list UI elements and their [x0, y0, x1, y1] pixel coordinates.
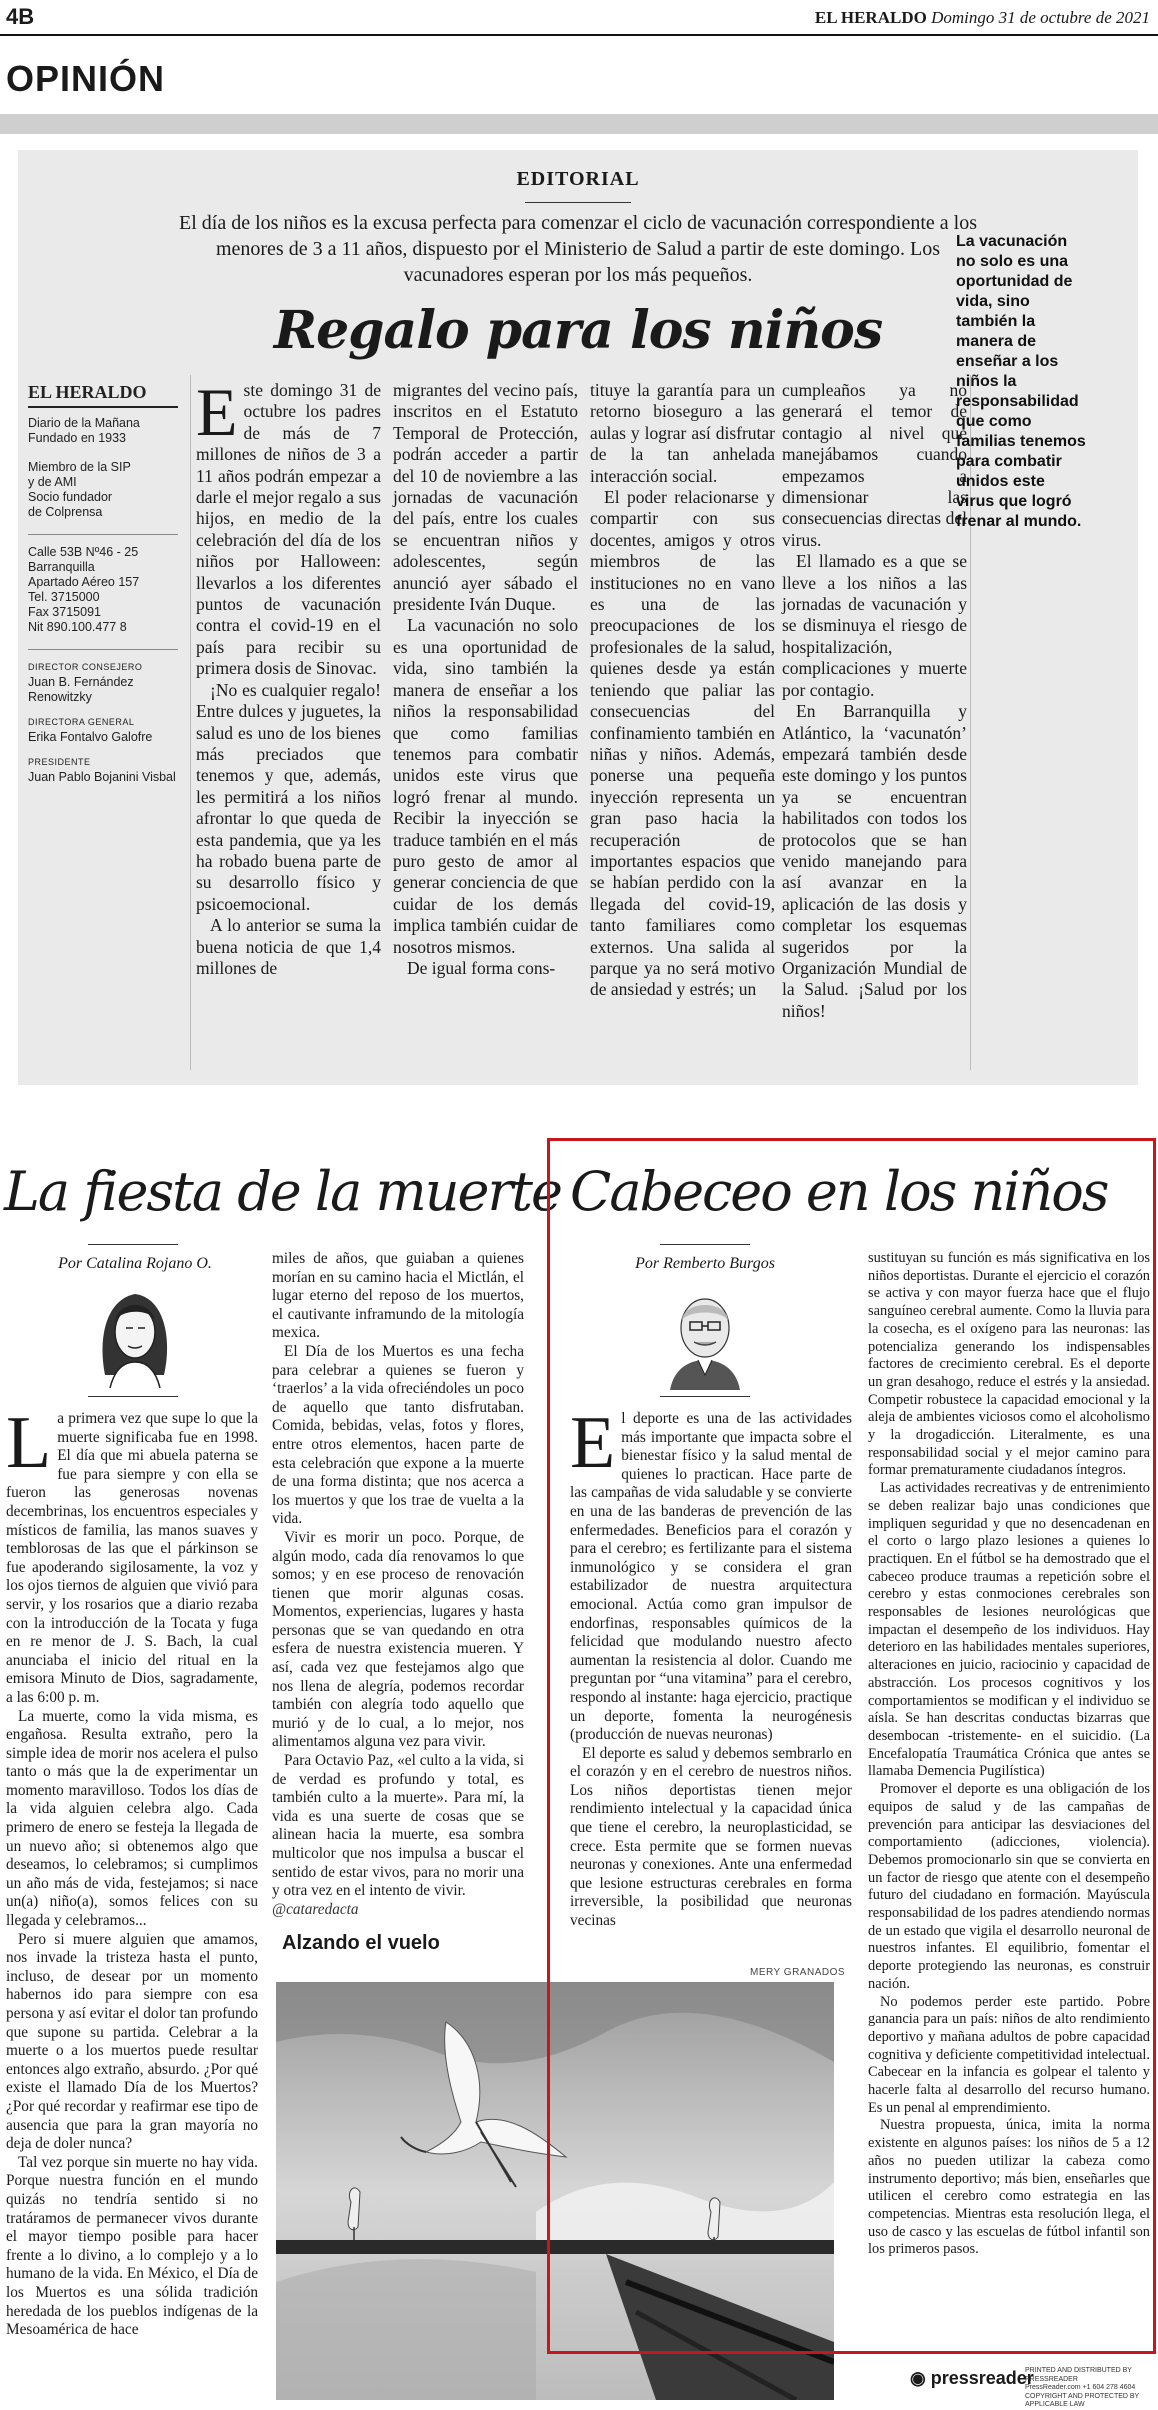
- paragraph: Nuestra propuesta, única, imita la norma existente en algunos países: los niños de 5 a 12 años no pueden utilizar la cabeza como instrumento deportivo; más bien, enseñarles que utilicen el cerebro como estrategia en las competencias. Mientras esta resolución llega, el uso de casco y las escuelas de fútbol infantil son los primeros pasos.: [868, 2117, 1150, 2258]
- publication-date: Domingo 31 de octubre de 2021: [931, 8, 1150, 27]
- masthead-divider: [28, 534, 178, 535]
- pressreader-icon: ◉: [910, 2368, 931, 2388]
- pressreader-line: PressReader.com +1 604 278 4604: [1025, 2384, 1136, 2391]
- paragraph: De igual forma cons-: [407, 957, 556, 978]
- paragraph: En Barranquilla y Atlántico, la ‘vacunatón’ empezará también desde este domingo y los puntos ya se encuentran habilitados con todos los protocolos que se han venido manejando para así avanzar en la aplicación de las dosis y completar los esquemas sugeridos por la Organización Mundial de la Salud. ¡Salud por los niños!: [782, 701, 967, 1021]
- pressreader-wordmark: pressreader: [930, 2368, 1034, 2388]
- editorial-deck: El día de los niños es la excusa perfecta para comenzar el ciclo de vacunación correspondiente a los menores de 3 a 11 años, dispuesto por el Ministerio de Salud a partir de este domingo. Los vacunadores esperan por los más pequeños.: [179, 212, 977, 286]
- masthead-divider: [28, 649, 178, 650]
- column-left-col-2: [272, 1250, 524, 1919]
- paragraph: tituye la garantía para un retorno bioseguro a las aulas y lograr así disfrutar de la tan anhelada interacción social.: [590, 380, 775, 486]
- pressreader-notice: [1025, 2367, 1155, 2410]
- section-bar: [0, 114, 1158, 134]
- drop-cap: L: [6, 1402, 52, 1484]
- byline-rule: [88, 1396, 178, 1397]
- masthead-address: Calle 53B Nº46 - 25 Barranquilla Apartado Aéreo 157 Tel. 3715000 Fax 3715091 Nit 890.100.477 8: [28, 545, 140, 634]
- column-right-title: Cabeceo en los niños: [570, 1160, 1108, 1223]
- photo-title: Alzando el vuelo: [282, 1932, 440, 1954]
- column-left-byline: Por Catalina Rojano O.: [58, 1255, 212, 1272]
- editorial-kicker: EDITORIAL: [516, 168, 640, 190]
- paragraph: El deporte es salud y debemos sembrarlo en el corazón y en el cerebro de nuestros niños. Los niños deportistas tienen mejor rendimiento intelectual y la capacidad única que tiene el cerebro, la neuroplasticidad, se crece. Esta permite que se formen nuevas neuronas y conexiones. Ante una enfermedad que lesione estructuras cerebrales en forma irreversible, la posibilidad que neuronas vecinas: [570, 1744, 852, 1930]
- masthead: [28, 382, 178, 785]
- paragraph: Tal vez porque sin muerte no hay vida. Porque nuestra función en el mundo quizás no tendría sentido si no tratáramos de permanecer vivos durante el mayor tiempo posible para hacer frente a lo divino, a lo complejo y a lo humano de la vida. En México, el Día de los Muertos es una sólida tradición heredada de los pueblos indígenas de la Mesoamérica de hace: [6, 2153, 258, 2339]
- paragraph: ¡No es cualquier regalo! Entre dulces y juguetes, la salud es uno de los bienes más preciados que tenemos y que, además, les permitirá a los niños afrontar lo que queda de esta pandemia, que ya les ha robado buena parte de su desarrollo físico y psicoemocional.: [196, 679, 381, 914]
- paragraph: Las actividades recreativas y de entrenimiento se deben realizar bajo unas condiciones que impliquen seguridad y que no desencadenan en el corto o largo plazo lesiones a quienes lo practiquen. En el fútbol se ha demostrado que el cabeceo produce traumas a repetición sobre el cerebro y estas conmociones cerebrales son responsables de lesiones neurológicas que impactan el desempeño de los individuos. Hay deterioro en las habilidades mentales superiores, alteraciones en juicio, raciocinio y capacidad de abstracción. Los procesos cognitivos y los comportamientos se modifican y el individuo se aísla. Se han descritas conductas bizarras que desembocan -tristemente- en el suicidio. (La Encefalopatía Traumática Crónica que antes se llamaba Demencia Pugilística): [868, 1480, 1150, 1780]
- masthead-founded: Diario de la Mañana Fundado en 1933: [28, 416, 140, 445]
- author-portrait-illustration: [650, 1280, 760, 1390]
- masthead-person: Juan Pablo Bojanini Visbal: [28, 770, 176, 784]
- kicker-rule: [525, 202, 631, 203]
- byline-rule: [660, 1396, 750, 1397]
- photo-credit: MERY GRANADOS: [750, 1967, 846, 1978]
- editorial-column-4: [782, 380, 967, 1022]
- header-rule: [0, 34, 1158, 36]
- pressreader-line: PRINTED AND DISTRIBUTED BY PRESSREADER: [1025, 2367, 1132, 2383]
- column-left-col-1: [6, 1402, 258, 2340]
- paragraph: cumpleaños ya no generará el temor de contagio al nivel que manejábamos cuando empezamos a dimensionar las consecuencias directas del virus.: [782, 380, 967, 550]
- paragraph: La muerte, como la vida misma, es engañosa. Resulta extraño, pero la simple idea de morir nos acelera el pulso tanto o más que la de experimentar un momento maravilloso. Todos los días de la vida alguien celebra algo. Cada primero de enero se festeja la llegada de un nuevo año; si obtenemos algo que deseamos, lo celebramos; si cumplimos un año más de vida, festejamos; si nace un(a) niño(a), somos felices con su llegada y celebramos...: [6, 1707, 258, 1930]
- publication-name: EL HERALDO: [814, 8, 927, 27]
- editorial-column-1: [196, 374, 381, 979]
- column-divider: [190, 375, 191, 1070]
- editorial-pull-quote: La vacunación no solo es una oportunidad de vida, sino también la manera de enseñar a los niños la responsabilidad que como familias tenemos para combatir unidos este virus que logró frenar al mundo.: [956, 233, 1086, 530]
- paragraph: No podemos perder este partido. Pobre ganancia para un país: niños de alto rendimiento deportivo y mañana adultos de pobre capacidad cognitiva y deficiente competitividad intelectual. Cabecear en la infancia es golpear el talento y hacerle falta al desarrollo del recurso humano. Es un penal al emprendimiento.: [868, 1993, 1150, 2116]
- paragraph: l deporte es una de las actividades más importante que impacta sobre el bienestar físico y la salud mental de quienes lo practican. Hace parte de las campañas de vida saludable y se convierte en una de las banderas de prevención de las enfermedades. Beneficios para el corazón y para el cerebro; es fertilizante para el sistema inmunológico y se considera el gran estabilizador de nuestra arquitectura emocional. Actúa como gran impulsor de endorfinas, responsables químicos de la felicidad que modulando nuestro afecto aumentan la resistencia al dolor. Cuando me preguntan por “una vitamina” para el cerebro, respondo al instante: haga ejercicio, practique un deporte, fomenta la neurogénesis (producción de nuevas neuronas): [570, 1410, 852, 1744]
- editorial-column-2: [393, 380, 578, 979]
- paragraph: ste domingo 31 de octubre los padres de más de 7 millones de niños de 3 a 11 años podrán empezar a darle el mejor regalo a sus hijos, en medio de la celebración del día de los niños por Halloween: llevarlos a los diferentes puntos de vacunación contra el covid-19 en el país para recibir su primera dosis de Sinovac.: [196, 380, 381, 679]
- paragraph: a primera vez que supe lo que la muerte significaba fue en 1998. El día que mi abuela paterna se fue para siempre y con ella se fueron las generosas novenas decembrinas, los encuentros especiales y místicos de familia, las manos suaves y temblorosas de las que el párkinson se fue apoderando sigilosamente, la voz y los ojos tiernos de alguien que vivió para servir, y los rosarios que a diario rezaba con la introducción de la Tocata y fuga en re menor de J. S. Bach, la cual anunciaba el inicio del ritual en la emisora Minuto de Dios, sagradamente, a las 6:00 p. m.: [6, 1410, 258, 1706]
- paragraph: Vivir es morir un poco. Porque, de algún modo, cada día renovamos lo que somos; y en ese proceso de renovación tienen que morir algunas cosas. Momentos, experiencias, lugares y hasta personas que se van quedando en otra esfera de nuestra existencia mueren. Y así, cada vez que festejamos algo que nos llena de alegría, podemos recordar también con alegría todo aquello que murió y de lo cual, a lo mejor, nos alimentamos alguna vez para vivir.: [272, 1528, 524, 1751]
- masthead-role: PRESIDENTE: [28, 757, 91, 767]
- byline-rule: [660, 1244, 750, 1245]
- masthead-person: Erika Fontalvo Galofre: [28, 730, 153, 744]
- paragraph: Promover el deporte es una obligación de los equipos de salud y de las campañas de prevención para anticipar las desviaciones del comportamiento (adicciones, violencia). Debemos promocionarlo sin que se convierta en un factor de riesgo que atente con el desempeño futuro del ciudadano en formación. Mayúscula responsabilidad de los padres atendiendo normas de un estado que vigila el desarrollo neuronal de nuestros infantes. El equilibrio, fomentar el deporte protegiendo las neuronas, es construir nación.: [868, 1781, 1150, 1992]
- byline-rule: [88, 1244, 178, 1245]
- author-portrait: [650, 1280, 760, 1390]
- drop-cap: E: [196, 374, 238, 450]
- paragraph: La vacunación no solo es una oportunidad de vida, sino también la manera de enseñar a los niños la responsabilidad que como familias tenemos para combatir unidos este virus que logró frenar al mundo. Recibir la inyección se traduce también en el más puro gesto de amor al generar conciencia de que cuidar de los demás implica también cuidar de nosotros mismos.: [393, 615, 578, 957]
- paragraph: El Día de los Muertos es una fecha para celebrar a quienes se fueron y ‘traerlos’ a la vida ofreciéndoles un poco de aquello que tanto disfrutaban. Comida, bebidas, velas, fotos y flores, entre otros elementos, hacen parte de esta celebración que expone a la muerte de una forma distinta; que nos acerca a los muertos y que los trae de vuelta a la vida.: [272, 1342, 524, 1528]
- masthead-role: DIRECTORA GENERAL: [28, 717, 135, 727]
- pressreader-logo: [910, 2368, 1034, 2389]
- masthead-membership: Miembro de la SIP y de AMI Socio fundador de Colprensa: [28, 460, 131, 519]
- paragraph: El llamado es a que se lleve a los niños a las jornadas de vacunación y se disminuya el riesgo de hospitalización, complicaciones y muerte por contagio.: [782, 551, 967, 700]
- section-title: OPINIÓN: [6, 58, 166, 99]
- page-header-info: [815, 8, 1150, 28]
- paragraph: Pero si muere alguien que amamos, nos invade la tristeza hasta el punto, incluso, de desear por un momento habernos ido para siempre con esa persona y así evitar el dolor tan profundo que supone su partida. Celebrar a la muerte o a los muertos puede resultar entonces algo extraño, absurdo. ¿Por qué existe el llamado Día de los Muertos? ¿Por qué recordar y reafirmar ese tipo de ausencia que para la gran mayoría no deja de doler nunca?: [6, 1930, 258, 2153]
- paragraph: Para Octavio Paz, «el culto a la vida, si de verdad es profundo y total, es también culto a la muerte». Para mí, la vida es una suerte de cosas que se alinean hacia la muerte, esa sombra multicolor que nos impulsa a buscar el sentido de estar vivos, para no morir una y otra vez en el intento de vivir.: [272, 1752, 524, 1900]
- author-portrait-illustration: [80, 1280, 190, 1390]
- masthead-role: DIRECTOR CONSEJERO: [28, 662, 143, 672]
- author-handle: @cataredacta: [272, 1900, 359, 1918]
- paragraph: El poder relacionarse y compartir con sus docentes, amigos y otros miembros de las instituciones no en vano es una de las preocupaciones de los profesionales de la salud, quienes desde ya están teniendo que paliar las consecuencias del confinamiento también en niñas y niños. Además, ponerse una pequeña inyección representa un gran paso hacia la recuperación de importantes espacios que se habían perdido con la llegada del covid-19, tanto familiares como externos. Una salida al parque ya no será motivo de ansiedad y estrés; un: [590, 487, 775, 1000]
- page-number: 4B: [6, 4, 35, 29]
- column-right-col-1: [570, 1402, 852, 1931]
- paragraph: sustituyan su función es más significativa en los niños deportistas. Durante el ejercicio el corazón se activa y con mayor fuerza hace que el flujo sanguíneo cerebral aumente. Como la lluvia para la cosecha, es el oxígeno para las neuronas: las potencializa generando los indispensables factores de crecimiento cerebral. Es el deporte un gran desahogo, reduce el estrés y la ansiedad. Competir robustece la capacidad emocional y la aleja de ambientes viciosos como el alcoholismo y la drogadicción. Literalmente, es una responsabilidad social y el mejor camino para formar prematuramente ciudadanos íntegros.: [868, 1250, 1150, 1479]
- column-left-title: La fiesta de la muerte: [4, 1160, 561, 1223]
- editorial-title: Regalo para los niños: [273, 300, 883, 361]
- paragraph: migrantes del vecino país, inscritos en el Estatuto Temporal de Protección, podrán acceder a partir del 10 de noviembre a las jornadas de vacunación del país, entre los cuales se encuentran niños y adolescentes, según anunció ayer sábado el presidente Iván Duque.: [393, 380, 578, 615]
- editorial-column-3: [590, 380, 775, 1001]
- masthead-person: Juan B. Fernández Renowitzky: [28, 675, 134, 704]
- column-right-byline: Por Remberto Burgos: [635, 1255, 775, 1272]
- paragraph: A lo anterior se suma la buena noticia de que 1,4 millones de: [196, 915, 381, 978]
- masthead-name: EL HERALDO: [28, 382, 178, 408]
- column-right-col-2: [868, 1250, 1150, 2259]
- drop-cap: E: [570, 1402, 616, 1484]
- pressreader-line: COPYRIGHT AND PROTECTED BY APPLICABLE LAW: [1025, 2392, 1140, 2408]
- paragraph: miles de años, que guiaban a quienes morían en su camino hacia el Mictlán, el lugar eterno del reposo de los muertos, el cautivante inframundo de la mitología mexica.: [272, 1250, 524, 1342]
- author-portrait: [80, 1280, 190, 1390]
